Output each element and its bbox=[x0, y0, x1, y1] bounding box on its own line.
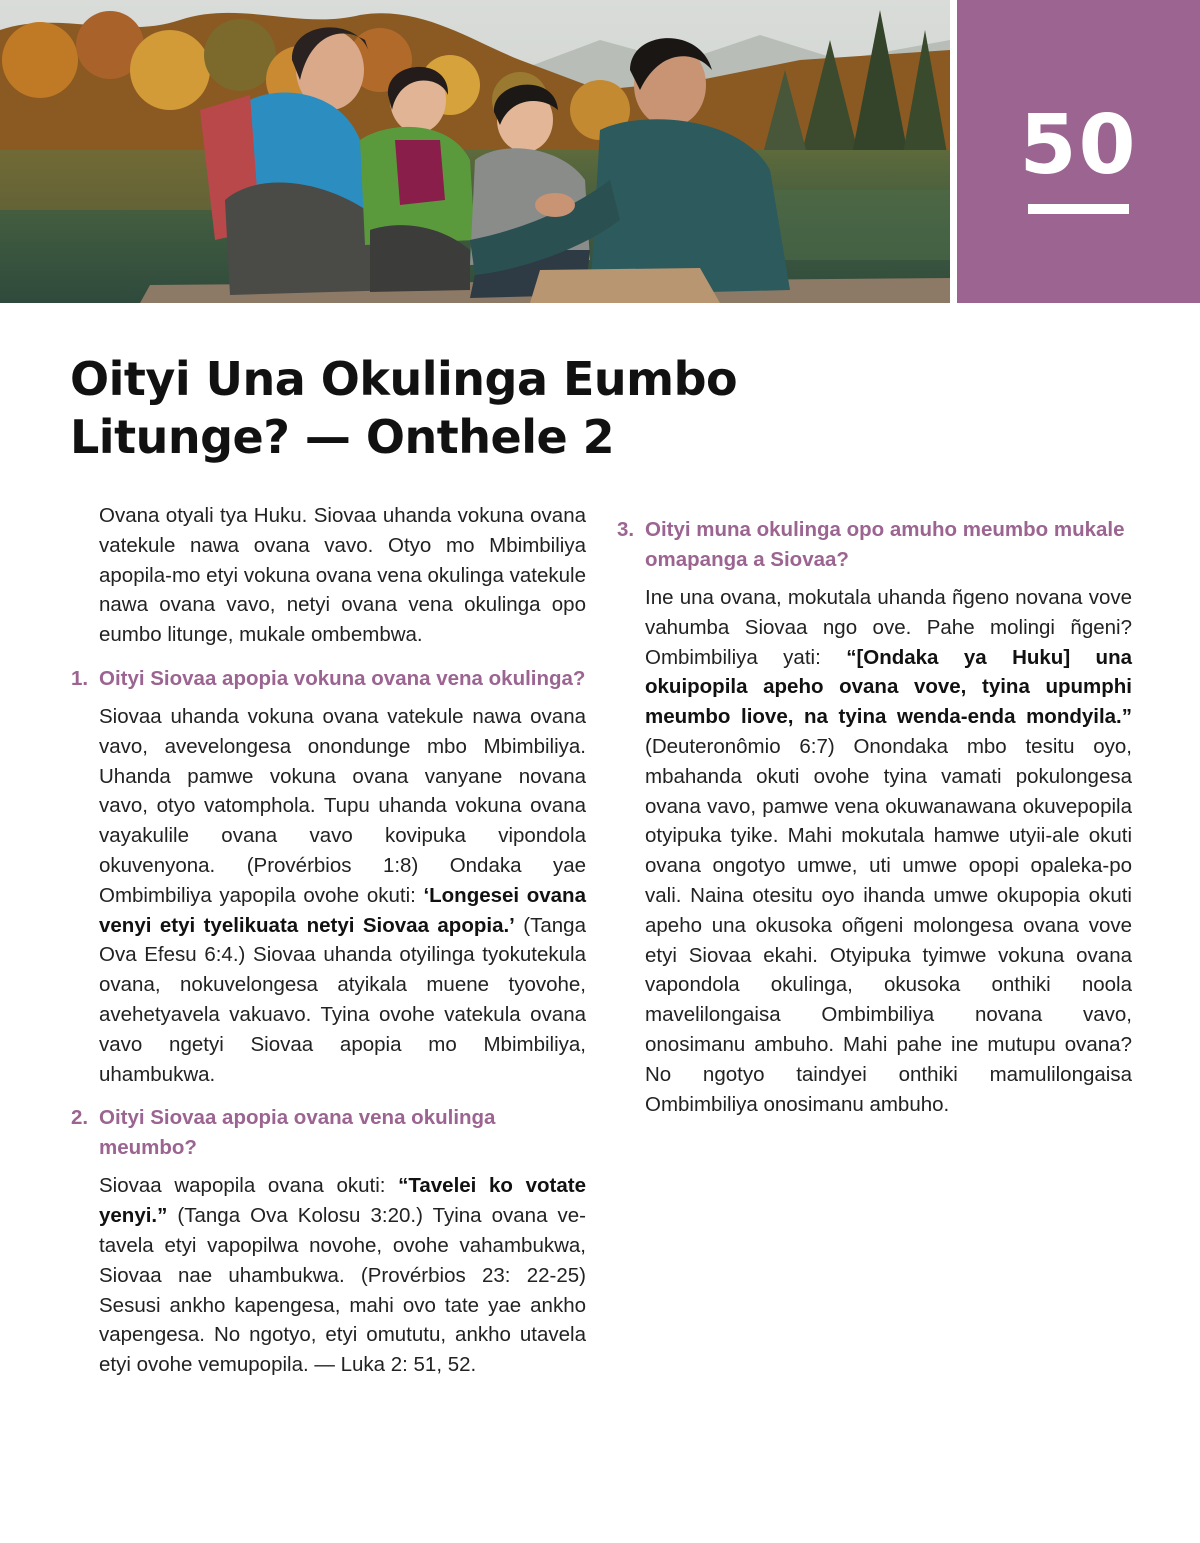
section-1-quote: ‘Longesei ovana venyi etyi tyelikuata netyi Siovaa apopia.’ bbox=[99, 883, 586, 937]
section-3-quote: “[Ondaka ya Huku] una okuipopila apeho ovana vove, tyina upumphi meumbo liove, na tyina wenda-enda mondyila.” bbox=[645, 645, 1132, 729]
section-2-number: 2. bbox=[71, 1106, 89, 1130]
hero-photo bbox=[0, 0, 950, 303]
section-3-text-a: Ine una ovana, mokutala uhanda ñgeno novana vove vahumba Siovaa ngo ove. Pahe molingi ñgeni? Ombimbiliya yati: bbox=[645, 586, 1132, 669]
section-2-text-a: Siovaa wapopila ovana okuti: bbox=[99, 1174, 399, 1198]
page-title bbox=[70, 350, 830, 466]
lesson-number-box bbox=[957, 0, 1200, 303]
section-2-question-text: Oityi Siovaa apopia ovana vena okulinga meumbo? bbox=[99, 1106, 496, 1160]
title-line-1: Oityi Una Okulinga Eumbo bbox=[70, 352, 738, 406]
right-column bbox=[617, 501, 1132, 1119]
section-2-question bbox=[71, 1103, 586, 1163]
section-1-text-b: (Tanga Ova Efesu 6:4.) Siovaa uhanda otyilinga tyokutekula ovana, nokuvelongesa atyikala muene tyovohe, avehetyavela vakuavo. Tyina ovohe vatekula ovana vavo ngetyi Siovaa apopia mo Mbimbiliya, uhambukwa. bbox=[99, 913, 586, 1086]
section-2-paragraph bbox=[99, 1171, 586, 1380]
intro-paragraph: Ovana otyali tya Huku. Siovaa uhanda vokuna ovana vatekule nawa ovana vavo. Otyo mo Mbimbiliya apopila-mo etyi vokuna ovana vena okulinga vatekule nawa ovana vavo, netyi ovana vena okulinga opo eumbo litunge, mukale ombembwa. bbox=[99, 504, 586, 647]
section-3-question-text: Oityi muna okulinga opo amuho meumbo mukale omapanga a Siovaa? bbox=[645, 518, 1125, 571]
section-3-text-b: (Deuteronômio 6:7) Onondaka mbo tesitu oyo, mbahanda okuti ovohe tyina vamati pokulongesa ovana vavo, pamwe vena okuwanawana okuvepopila otyipuka tyike. Mahi mokutala hamwe utyii-ale okuti ovana ongotyo umwe, uti umwe opopi opaleka-po vali. Naina otesitu oyo ihanda umwe okupopia okuti apeho una okusoka oñgeni molongesa ovana vove etyi Siovaa ekahi. Otyipuka tyimwe vokuna ovana vapondola okulinga, okusoka onthiki noola mavelilongaisa Ombimbiliya novana vavo, onosimanu ambuho. Mahi pahe ine mutupu ovana? No ngotyo taindyei onthiki mamulilongaisa Ombimbiliya onosimanu ambuho. bbox=[645, 734, 1132, 1116]
left-column bbox=[71, 501, 586, 1380]
section-1-number: 1. bbox=[71, 666, 89, 690]
title-line-2: Litunge? — Onthele 2 bbox=[70, 410, 615, 464]
section-1-paragraph bbox=[99, 702, 586, 1089]
lesson-number: 50 bbox=[1019, 98, 1138, 193]
family-by-lake-photo bbox=[0, 0, 950, 303]
section-1-question bbox=[71, 664, 586, 694]
section-1-question-text: Oityi Siovaa apopia vokuna ovana vena okulinga? bbox=[99, 666, 586, 690]
section-3-number: 3. bbox=[617, 518, 635, 541]
section-3-question bbox=[617, 515, 1132, 575]
section-2-text-b: (Tanga Ova Kolosu 3:20.) Tyina ovana vetavela etyi vapopilwa novohe, ovohe vahambukwa, Siovaa nae uhambukwa. (Provérbios 23: 22-25) Sesusi ankho kapengesa, mahi ovo tate yae ankho vapengesa. No ngotyo, etyi omututu, ankho utavela etyi ovohe vemupopila. — Luka 2: 51, 52. bbox=[99, 1204, 586, 1377]
section-2-quote: “Tavelei ko votate yenyi.” bbox=[99, 1174, 586, 1228]
section-3-paragraph bbox=[645, 583, 1132, 1119]
section-1-text-a: Siovaa uhanda vokuna ovana vatekule nawa ovana vavo, avevelongesa onondunge mbo Mbimbiliya. Uhanda pamwe vokuna ovana vanyane novana vavo, otyo vatomphola. Tupu uhanda vokuna ovana vayakulile ovana vavo kovipuka vipondola okuvenyona. (Provérbios 1:8) Ondaka yae Ombimbiliya yapopila ovohe okuti: bbox=[99, 704, 586, 907]
lesson-number-underline bbox=[1028, 204, 1129, 214]
